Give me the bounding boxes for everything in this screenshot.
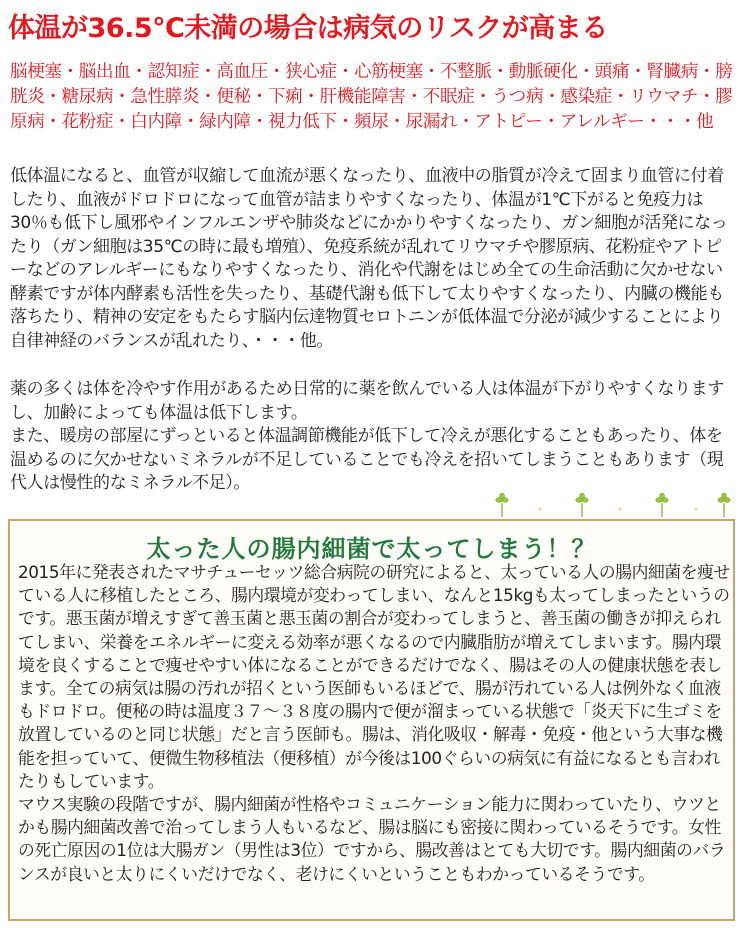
box-title: 太った人の腸内細菌で太ってしまう！？ — [146, 535, 597, 563]
page-title: 体温が36.5℃未満の場合は病気のリスクが高まる — [8, 13, 608, 44]
box-text: 2015年に発表されたマサチューセッツ総合病院の研究によると、太っている人の腸内細菌を痩せている人に移植したところ、腸内環境が変わってしまい、なんと15kgも太ってしまったというのです。悪玉菌が増えすぎて善玉菌と悪玉菌の割合が変わってしまうと、善玉菌の働きが抑えられてしまい、栄養をエネルギーに変える効率が悪くなるので内臓脂肪が増えてしまいます。腸内環境を良くすることで痩せやすい体になることができるだけでなく、腸はその人の健康状態を表します。全ての病気は腸の汚れが招くという医師もいるほどで、腸が汚れている人は例外なく血液もドロドロ。便秘の時は温度３７～３８度の腸内で便が溜まっている状態で「炎天下に生ゴミを放置しているのと同じ状態」だと言う医師も。腸は、消化吸収・解毒・免疫・他という大事な機能を担っていて、便微生物移植法（便移植）が今後は100ぐらいの病気に有益になるとも言われたりもしています。 マウス実験の段階ですが、腸内細菌が性格やコミュニケーション能力に関わっていたり、ウツとかも腸内細菌改善で治ってしまう人もいるなど、腸は脳にも密接に関わっているそうです。女性の死亡原因の1位は大腸ガン（男性は3位）ですから、腸改善はとても大切です。腸内細菌のバランスが良いと太りにくいだけでなく、老けにくいということもわかっているそうです。 — [18, 562, 730, 884]
body-paragraph-2: 薬の多くは体を冷やす作用があるため日常的に薬を飲んでいる人は体温が下がりやすくなりますし、加齢によっても体温は低下します。 また、暖房の部屋にずっといると体温調節機能が低下して冷えが悪化することもあったり、体を温めるのに欠かせないミネラルが不足していることでも冷えを招いてしまうこともあります（現代人は慢性的なミネラル不足）。 — [10, 379, 724, 493]
disease-list: 脳梗塞・脳出血・認知症・高血圧・狭心症・心筋梗塞・不整脈・動脈硬化・頭痛・腎臓病・膀胱炎・糖尿病・急性膵炎・便秘・下痢・肝機能障害・不眠症・うつ病・感染症・リウマチ・膠原病・花粉症・白内障・緑内障・視力低下・頻尿・尿漏れ・アトピー・アレルギー・・・他 — [10, 62, 733, 132]
clover-sprout-icon — [478, 493, 738, 519]
gut-bacteria-box — [8, 519, 735, 921]
body-paragraph-1: 低体温になると、血管が収縮して血流が悪くなったり、血液中の脂質が冷えて固まり血管に付着したり、血液がドロドロになって血管が詰まりやすくなったり、体温が1℃下がると免疫力は30％も低下し風邪やインフルエンザや肺炎などにかかりやすくなったり、ガン細胞が活発になったり（ガン細胞は35℃の時に最も増殖）、免疫系統が乱れてリウマチや膠原病、花粉症やアトピーなどのアレルギーにもなりやすくなったり、消化や代謝をはじめ全ての生命活動に欠かせない酵素ですが体内酵素も活性を失ったり、基礎代謝も低下して太りやすくなったり、内臓の機能も落ちたり、精神の安定をもたらす脳内伝達物質セロトニンが低体温で分泌が減少することにより自律神経のバランスが乱れたり、・・・他。 — [10, 166, 728, 351]
